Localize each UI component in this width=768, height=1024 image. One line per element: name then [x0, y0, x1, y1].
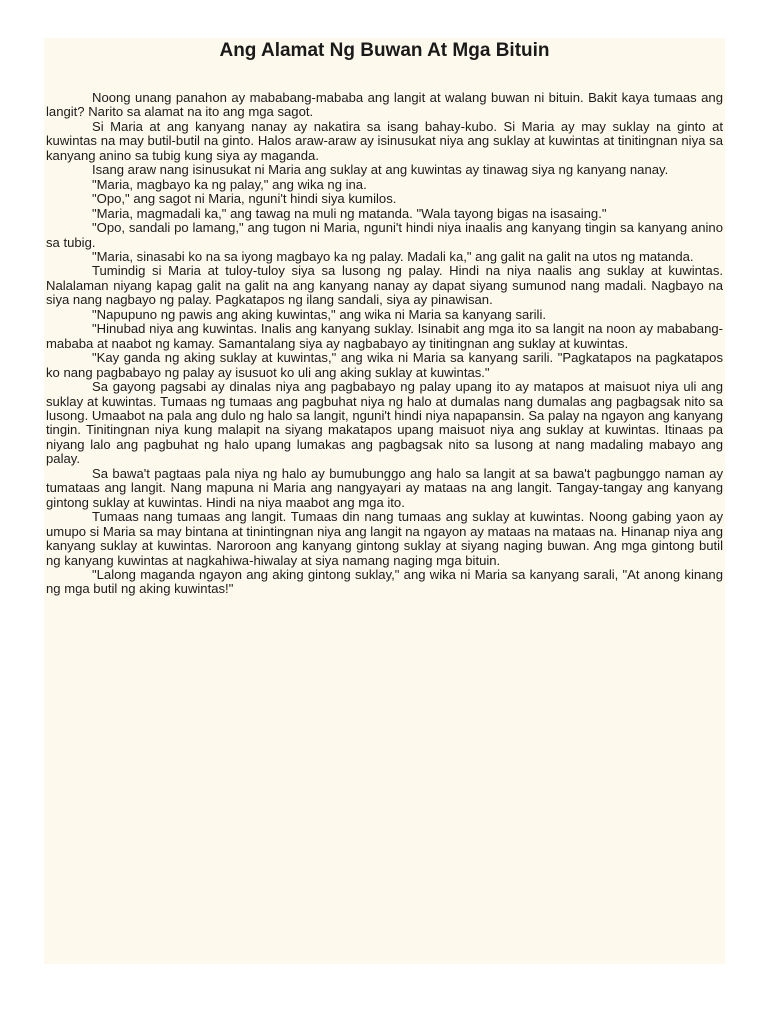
paragraph-16: "Lalong maganda ngayon ang aking gintong suklay," ang wika ni Maria sa kanyang sarali, "At anong kinang ng mga butil ng aking kuwintas!": [46, 566, 723, 597]
paragraph-3: Isang araw nang isinusukat ni Maria ang suklay at ang kuwintas ay tinawag siya ng kanyang nanay.: [92, 162, 669, 178]
paragraph-7: "Opo, sandali po lamang," ang tugon ni Maria, nguni't hindi niya inaalis ang kanyang tingin sa kanyang anino sa tubig.: [46, 220, 723, 250]
document-page: [44, 38, 725, 964]
story-body: [46, 91, 723, 597]
paragraph-15: Tumaas nang tumaas ang langit. Tumaas din nang tumaas ang suklay at kuwintas. Noong gabing yaon ay umupo si Maria sa may bintana at tinintingnan niya ang langit na ngayon ay mataas na mataas na. Hinanap niya ang kanyang suklay at kuwintas. Naroroon ang kanyang gintong suklay at siyang naging buwan. Ang mga gintong butil ng kanyang kuwintas at nagkahiwa-hiwalay at siya namang naging mga bituin.: [46, 509, 723, 568]
paragraph-9: Tumindig si Maria at tuloy-tuloy siya sa lusong ng palay. Hindi na niya naalis ang suklay at kuwintas. Nalalaman niyang kapag galit na galit na ang kanyang nanay ay dapat siyang sumunod nang madali. Nagbayo na siya nang nagbayo ng palay. Pagkatapos ng ilang sandali, siya ay pinawisan.: [46, 263, 723, 308]
paragraph-14: Sa bawa't pagtaas pala niya ng halo ay bumubunggo ang halo sa langit at sa bawa't pagbunggo naman ay tumataas ang langit. Nang mapuna ni Maria ang nangyayari ay mataas na ang langit. Tangay-tangay ang kanyang gintong suklay at kuwintas. Hindi na niya maabot ang mga ito.: [46, 465, 723, 510]
paragraph-10: "Napupuno ng pawis ang aking kuwintas," ang wika ni Maria sa kanyang sarili.: [92, 306, 547, 322]
paragraph-12: "Kay ganda ng aking suklay at kuwintas," ang wika ni Maria sa kanyang sarili. "Pagkatapos na pagkatapos ko nang pagbabayo ng palay ay isusuot ko uli ang aking suklay at kuwintas.": [46, 350, 723, 380]
paragraph-11: "Hinubad niya ang kuwintas. Inalis ang kanyang suklay. Isinabit ang mga ito sa langit na noon ay mababang-mababa at naabot ng kamay. Samantalang siya ay nagbabayo ay tinitingnan ang suklay at kuwintas.: [46, 321, 723, 351]
paragraph-1: Noong unang panahon ay mababang-mababa ang langit at walang buwan ni bituin. Bakit kaya tumaas ang langit? Narito sa alamat na ito ang mga sagot.: [46, 90, 723, 120]
paragraph-2: Si Maria at ang kanyang nanay ay nakatira sa isang bahay-kubo. Si Maria ay may suklay na ginto at kuwintas na may butil-butil na ginto. Halos araw-araw ay isinusukat niya ang suklay at kuwintas at tinitingnan niya sa kanyang anino sa tubig kung siya ay maganda.: [46, 118, 723, 163]
document-title: Ang Alamat Ng Buwan At Mga Bituin: [219, 40, 550, 61]
paragraph-13: Sa gayong pagsabi ay dinalas niya ang pagbabayo ng palay upang ito ay matapos at maisuot niya uli ang suklay at kuwintas. Tumaas ng tumaas ang pagbuhat niya ng halo at dumalas nang dumalas ang pagbagsak nito sa lusong. Umaabot na pala ang dulo ng halo sa langit, nguni't hindi niya napapansin. Sa palay na ngayon ang kanyang tingin. Tinitingnan niya kung malapit na siyang makatapos upang maisuot niya ang suklay at kuwintas. Itinaas pa niyang lalo ang pagbuhat ng halo upang lumakas ang pagbagsak nito sa lusong at nang madaling mabayo ang palay.: [46, 379, 723, 467]
paragraph-5: "Opo," ang sagot ni Maria, nguni't hindi siya kumilos.: [92, 191, 397, 207]
paragraph-6: "Maria, magmadali ka," ang tawag na muli ng matanda. "Wala tayong bigas na isasaing.": [92, 205, 607, 221]
paragraph-4: "Maria, magbayo ka ng palay," ang wika ng ina.: [92, 176, 367, 192]
paragraph-8: "Maria, sinasabi ko na sa iyong magbayo ka ng palay. Madali ka," ang galit na galit na utos ng matanda.: [92, 248, 694, 264]
